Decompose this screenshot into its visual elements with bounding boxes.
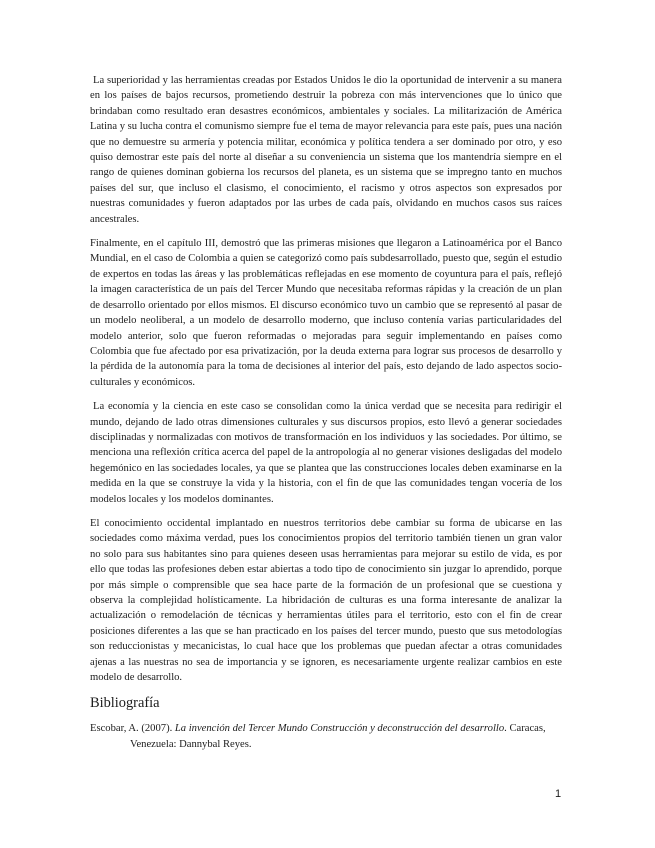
document-page <box>90 73 562 752</box>
reference-publisher: . Caracas, Venezuela: Dannybal Reyes. <box>130 723 546 750</box>
reference-author: Escobar, A. (2007). <box>90 723 175 735</box>
paragraph-2: Finalmente, en el capítulo III, demostró que las primeras misiones que llegaron a Latinoamérica por el Banco Mundial, en el caso de Colombia a quien se categorizó como país subdesarrollado, puesto que, según el estudio de expertos en todas las áreas y las problemáticas reflejadas en ese momento de coyuntura para el país, reflejó la imagen característica de un país del Tercer Mundo que necesitaba reformas rápidas y la creación de un plan de desarrollo orientado por ellos mismos. El discurso económico tuvo un cambio que se representó al pasar de un modelo neoliberal, a un modelo de desarrollo moderno, que incluso contenía varias particularidades del modelo anterior, solo que fueron reformadas o mejoradas para seguir implementando en países como Colombia que fue afectado por esa privatización, por la deuda externa para lograr sus procesos de desarrollo y la pérdida de la autonomía para la toma de decisiones al interior del país, esto dejando de lado aspectos socio-culturales y económicos. <box>90 238 562 388</box>
paragraph-3: La economía y la ciencia en este caso se consolidan como la única verdad que se necesita para redirigir el mundo, dejando de lado otras dimensiones culturales y sus discursos propios, esto llevó a generar sociedades disciplinadas y normalizadas con motivos de transformación en los individuos y las sociedades. Por último, se menciona una reflexión crítica acerca del papel de la antropología al no generar visiones desligadas del modelo hegemónico en las sociedades locales, ya que se plantea que las construcciones locales deben examinarse en la medida en la que se construye la vida y la historia, con el fin de que las comunidades tengan vocería de los modelos locales y los modelos dominantes. <box>90 401 562 505</box>
paragraph-4: El conocimiento occidental implantado en nuestros territorios debe cambiar su forma de ubicarse en las sociedades como máxima verdad, pues los conocimientos propios del territorio también tienen un gran valor no solo para sus habitantes sino para quienes deseen usas herramientas para mejorar su estilo de vida, es por ello que todas las profesiones deben estar abiertas a todo tipo de conocimiento sin juzgar lo aprendido, porque por más simple o comprensible que sea hace parte de la formación de un profesional que se cuestiona y observa la complejidad holísticamente. La hibridación de culturas es una forma interesante de analizar la actualización o remodelación de técnicas y herramientas útiles para el territorio, esto con el fin de crear posiciones diferentes a las que se han practicado en los países del tercer mundo, puesto que sus metodologías son reduccionistas y mecanicistas, lo cual hace que los problemas que puedan afectar a otras comunidades ajenas a las nuestras no sea de importancia y se ignoren, es necesariamente urgente realizar cambios en este modelo de desarrollo. <box>90 517 562 684</box>
bibliography-heading: Bibliografía <box>90 695 160 712</box>
reference-title: La invención del Tercer Mundo Construcción y deconstrucción del desarrollo <box>174 723 505 735</box>
bibliography-entry <box>90 721 562 752</box>
page-number: 1 <box>555 788 562 800</box>
paragraph-1: La superioridad y las herramientas creadas por Estados Unidos le dio la oportunidad de intervenir a su manera en los países de bajos recursos, prometiendo destruir la pobreza con más intervenciones que lo único que brindaban como resultado eran desastres económicos, ambientales y sociales. La militarización de América Latina y su lucha contra el comunismo siempre fue el tema de mayor relevancia para este país, pues una nación que no demuestre su armería y potencia militar, económica y política tendera a ser dominado por otro, y eso quiso demostrar este país del norte al diseñar a su conveniencia un sistema que los mantendría siempre en el rango de quienes dominan gobierna los recursos del planeta, es un sistema que se impregno tanto en muchos países del sur, que incluso el clasismo, el conocimiento, el racismo y otros aspectos son expresados por nuestras comunidades y fueron adaptados por las urbes de cada país, olvidando en muchos casos sus raíces ancestrales. <box>90 75 562 225</box>
